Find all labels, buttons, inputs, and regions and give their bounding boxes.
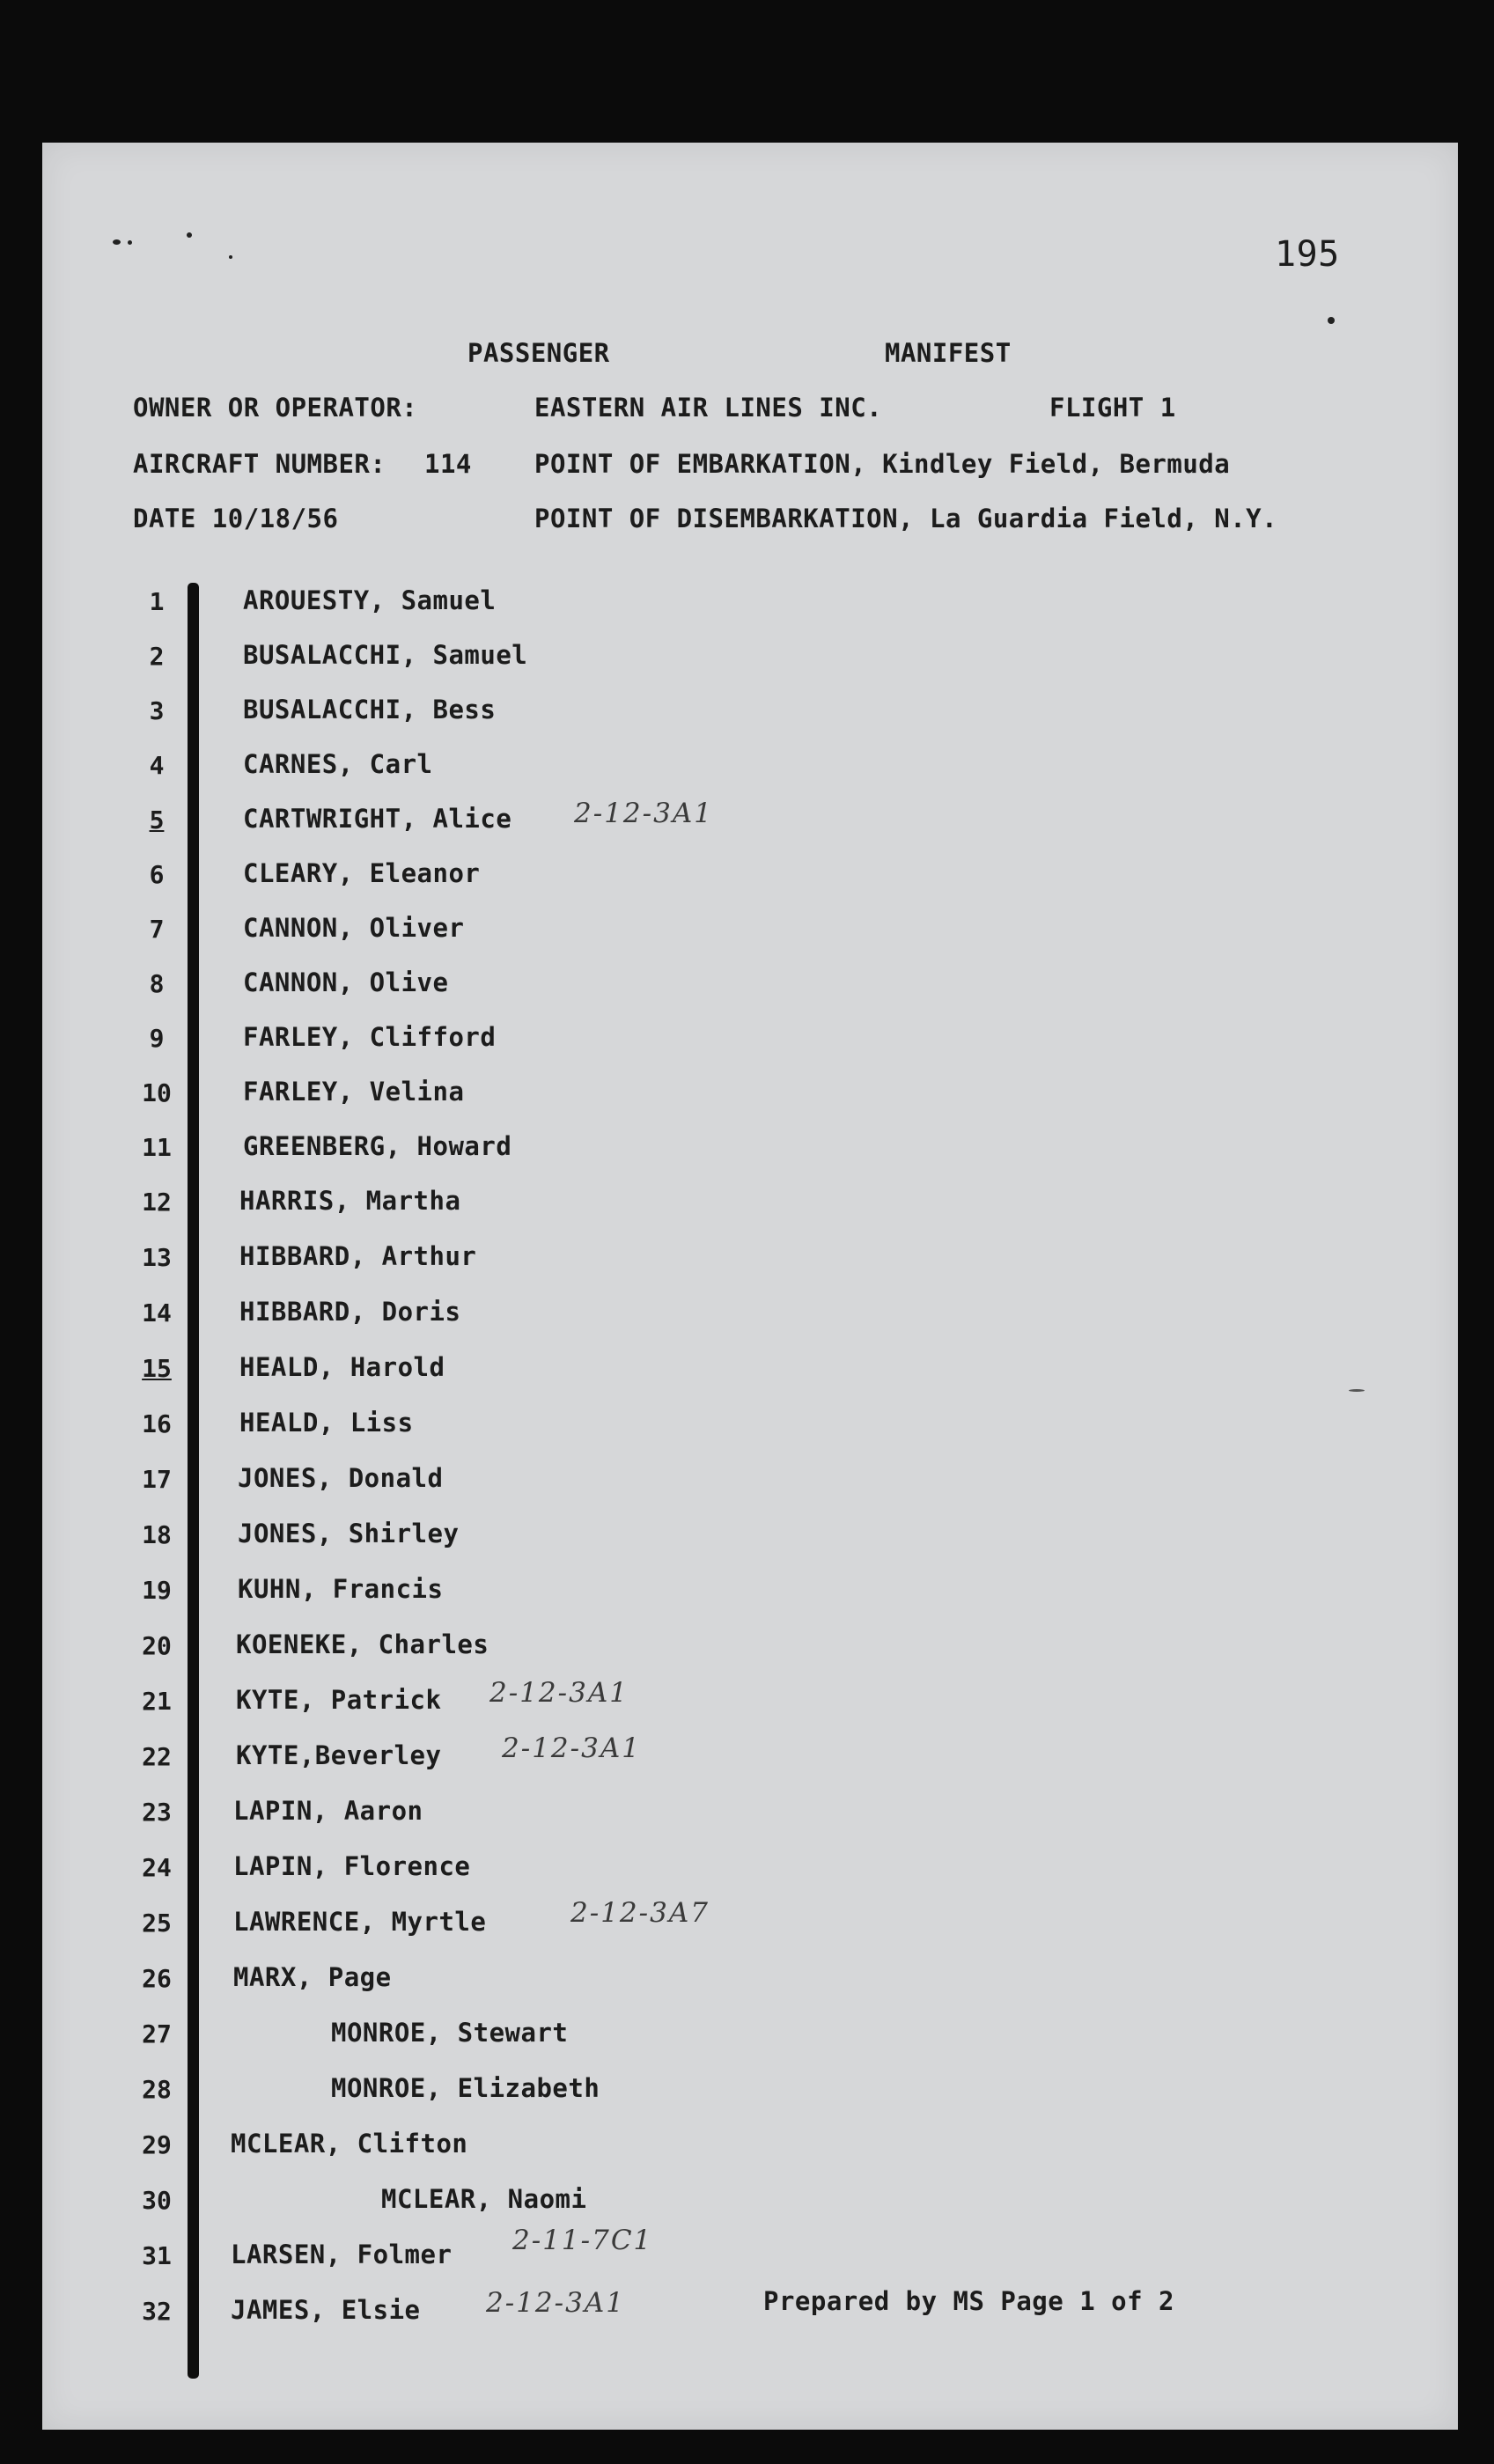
row-number: 3	[149, 696, 165, 725]
margin-bracket-line	[188, 583, 199, 2379]
row-number: 26	[142, 1964, 172, 1993]
manifest-page	[42, 143, 1458, 2430]
row-number: 28	[142, 2075, 172, 2104]
ink-speck	[1349, 1389, 1365, 1392]
passenger-name: JAMES, Elsie	[231, 2295, 421, 2325]
passenger-name: HEALD, Liss	[239, 1408, 414, 1438]
heading-passenger: PASSENGER	[467, 338, 610, 368]
passenger-name: CANNON, Olive	[243, 967, 449, 997]
row-number: 24	[142, 1853, 172, 1882]
row-number: 18	[142, 1520, 172, 1549]
handwritten-note: 2-12-3A1	[574, 798, 713, 829]
passenger-name: CANNON, Oliver	[243, 913, 465, 943]
row-number: 22	[142, 1742, 172, 1771]
handwritten-note: 2-11-7C1	[512, 2225, 653, 2256]
row-number: 8	[149, 969, 165, 998]
passenger-name: MONROE, Elizabeth	[331, 2073, 600, 2103]
passenger-name: KYTE, Patrick	[236, 1685, 442, 1715]
passenger-name: LAWRENCE, Myrtle	[233, 1907, 487, 1937]
page-number: 195	[1275, 234, 1340, 275]
handwritten-note: 2-12-3A7	[570, 1897, 710, 1929]
passenger-name: MONROE, Stewart	[331, 2018, 569, 2048]
prepared-by-footer: Prepared by MS Page 1 of 2	[763, 2286, 1174, 2316]
passenger-name: CLEARY, Eleanor	[243, 858, 481, 888]
passenger-name: KUHN, Francis	[238, 1574, 444, 1604]
passenger-name: AROUESTY, Samuel	[243, 585, 497, 615]
row-number: 14	[142, 1298, 172, 1328]
ink-speck	[113, 239, 121, 245]
passenger-name: MCLEAR, Naomi	[381, 2184, 587, 2214]
passenger-name: KOENEKE, Charles	[236, 1629, 489, 1659]
row-number: 13	[142, 1243, 172, 1272]
row-number: 17	[142, 1465, 172, 1494]
row-number: 19	[142, 1576, 172, 1605]
passenger-name: BUSALACCHI, Samuel	[243, 640, 528, 670]
passenger-name: CARTWRIGHT, Alice	[243, 804, 512, 834]
row-number: 6	[149, 860, 165, 889]
passenger-name: LAPIN, Aaron	[233, 1796, 423, 1826]
date-label: DATE 10/18/56	[133, 504, 339, 533]
ink-speck	[229, 255, 232, 259]
passenger-name: HEALD, Harold	[239, 1352, 445, 1382]
handwritten-note: 2-12-3A1	[502, 1732, 641, 1764]
passenger-name: FARLEY, Velina	[243, 1077, 465, 1107]
point-of-embarkation: POINT OF EMBARKATION, Kindley Field, Bermuda	[534, 449, 1231, 479]
row-number: 15	[142, 1354, 172, 1383]
row-number: 5	[149, 805, 165, 835]
row-number: 10	[142, 1078, 172, 1107]
row-number: 29	[142, 2130, 172, 2159]
flight-number: FLIGHT 1	[1049, 393, 1176, 423]
passenger-name: FARLEY, Clifford	[243, 1022, 497, 1052]
row-number: 30	[142, 2186, 172, 2215]
ink-speck	[187, 232, 192, 238]
owner-value: EASTERN AIR LINES INC.	[534, 393, 883, 423]
passenger-name: BUSALACCHI, Bess	[243, 695, 497, 724]
ink-speck	[128, 240, 132, 245]
row-number: 16	[142, 1409, 172, 1438]
passenger-name: LARSEN, Folmer	[231, 2240, 453, 2269]
row-number: 9	[149, 1024, 165, 1053]
handwritten-note: 2-12-3A1	[489, 1677, 629, 1709]
aircraft-label: AIRCRAFT NUMBER:	[133, 449, 386, 479]
row-number: 21	[142, 1687, 172, 1716]
passenger-name: HIBBARD, Doris	[239, 1297, 461, 1327]
ink-speck	[1328, 317, 1335, 324]
passenger-name: GREENBERG, Howard	[243, 1131, 512, 1161]
passenger-name: HIBBARD, Arthur	[239, 1241, 477, 1271]
row-number: 27	[142, 2019, 172, 2048]
row-number: 32	[142, 2297, 172, 2326]
owner-label: OWNER OR OPERATOR:	[133, 393, 418, 423]
passenger-name: CARNES, Carl	[243, 749, 433, 779]
handwritten-note: 2-12-3A1	[486, 2287, 625, 2319]
row-number: 11	[142, 1133, 172, 1162]
passenger-name: JONES, Donald	[238, 1463, 444, 1493]
passenger-name: JONES, Shirley	[238, 1519, 460, 1548]
row-number: 23	[142, 1798, 172, 1827]
passenger-name: KYTE,Beverley	[236, 1740, 442, 1770]
row-number: 31	[142, 2241, 172, 2270]
point-of-disembarkation: POINT OF DISEMBARKATION, La Guardia Field, N.Y.	[534, 504, 1278, 533]
row-number: 1	[149, 587, 165, 616]
heading-manifest: MANIFEST	[885, 338, 1012, 368]
row-number: 20	[142, 1631, 172, 1660]
passenger-name: LAPIN, Florence	[233, 1851, 471, 1881]
row-number: 7	[149, 915, 165, 944]
row-number: 25	[142, 1909, 172, 1938]
passenger-name: HARRIS, Martha	[239, 1186, 461, 1216]
row-number: 4	[149, 751, 165, 780]
aircraft-number: 114	[424, 449, 472, 479]
row-number: 12	[142, 1188, 172, 1217]
row-number: 2	[149, 642, 165, 671]
passenger-name: MARX, Page	[233, 1962, 392, 1992]
passenger-name: MCLEAR, Clifton	[231, 2129, 468, 2159]
